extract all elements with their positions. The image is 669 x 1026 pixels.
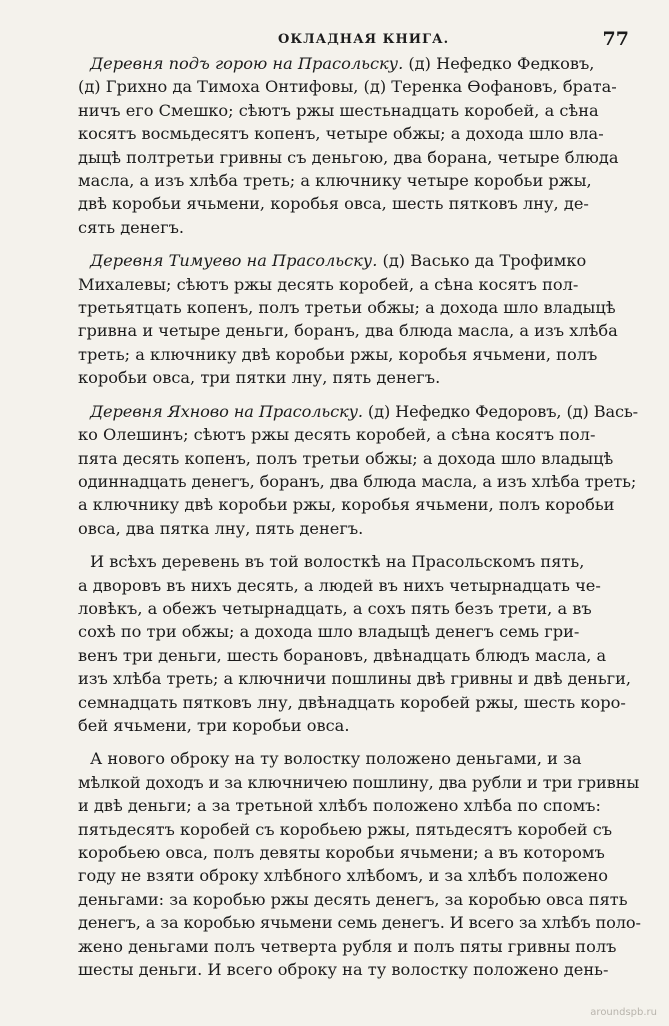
- paragraph: [78, 747, 641, 981]
- line-text: треть; а ключнику двѣ коробьи ржы, коробья ячьмени, полъ: [78, 344, 598, 364]
- line-text: а дворовъ въ нихъ десять, а людей въ нихъ четырнадцать че-: [78, 575, 601, 595]
- line-text: гривна и четыре деньги, боранъ, два блюда масла, а изъ хлѣба: [78, 321, 618, 341]
- line-text: ловѣкъ, а обежъ четырнадцать, а сохъ пять безъ трети, а въ: [78, 598, 592, 618]
- line-text: двѣ коробьи ячьмени, коробья овса, шесть пятковъ лну, де-: [78, 194, 589, 214]
- line-text: Михалевы; сѣютъ ржы десять коробей, а сѣна косятъ пол-: [78, 274, 579, 294]
- village-heading: Деревня подъ горою на Прасольску.: [90, 54, 404, 73]
- page-number: 77: [602, 28, 629, 50]
- text-line: [78, 343, 629, 366]
- line-text: ко Олешинъ; сѣютъ ржы десять коробей, а сѣна косятъ пол-: [78, 425, 596, 445]
- line-text: одиннадцать денегъ, боранъ, два блюда масла, а изъ хлѣба треть;: [78, 471, 637, 491]
- text-line: [78, 216, 629, 239]
- line-text: шесты деньги. И всего оброку на ту волостку положено день-: [78, 960, 609, 980]
- text-line: [78, 911, 641, 934]
- text-line: [78, 493, 629, 516]
- text-line: [78, 517, 629, 540]
- line-text: коробьею овса, полъ девяты коробьи ячьмени; а въ которомъ: [78, 843, 605, 862]
- text-line: [78, 52, 629, 75]
- paragraph: [78, 52, 629, 239]
- line-text: (д) Грихно да Тимоха Онтифовы, (д) Теренка Ѳофановъ, брата-: [78, 77, 617, 97]
- line-text: овса, два пятка лну, пять денегъ.: [78, 518, 364, 538]
- village-heading: Деревня Яхново на Прасольску.: [90, 401, 363, 421]
- line-text: (д) Васько да Трофимко: [377, 251, 587, 271]
- line-text: деньгами: за коробью ржы десять денегъ, за коробью овса пять: [78, 889, 628, 909]
- text-line: [78, 620, 629, 643]
- text-line: [78, 550, 629, 573]
- text-line: [78, 667, 629, 690]
- line-text: (д) Нефедко Федковъ,: [403, 54, 595, 73]
- text-line: [78, 192, 629, 215]
- line-text: третьятцать копенъ, полъ третьи обжы; а дохода шло владыцѣ: [78, 298, 616, 318]
- paragraph: [78, 400, 639, 540]
- line-text: изъ хлѣба треть; а ключничи пошлины двѣ гривны и двѣ деньги,: [78, 669, 631, 689]
- text-line: [78, 99, 629, 122]
- text-line: [78, 818, 629, 841]
- line-text: пята десять копенъ, полъ третьи обжы; а дохода шло владыцѣ: [78, 448, 614, 468]
- text-line: [78, 691, 629, 714]
- text-line: [78, 146, 629, 169]
- text-line: [78, 958, 629, 981]
- line-text: пятьдесятъ коробей съ коробьею ржы, пятьдесятъ коробей съ: [78, 819, 613, 839]
- line-text: мѣлкой доходъ и за ключничею пошлину, два рубли и три гривны: [78, 772, 640, 792]
- text-line: [78, 864, 629, 887]
- paragraph: [78, 249, 629, 389]
- text-line: [78, 273, 629, 296]
- text-line: [78, 574, 629, 597]
- text-line: [78, 644, 629, 667]
- text-line: [78, 319, 629, 342]
- paragraph: [78, 550, 629, 737]
- text-line: [78, 714, 629, 737]
- line-text: семнадцать пятковъ лну, двѣнадцать коробей ржы, шесть корo-: [78, 692, 626, 712]
- text-line: [78, 296, 629, 319]
- text-line: [78, 423, 629, 446]
- line-text: а ключнику двѣ коробьи ржы, коробья ячьмени, полъ коробьи: [78, 495, 615, 515]
- watermark: aroundspb.ru: [590, 1007, 657, 1018]
- text-line: [78, 75, 629, 98]
- text-line: [78, 122, 629, 145]
- text-line: [78, 470, 637, 493]
- page-header: [78, 0, 629, 52]
- text-line: [78, 935, 629, 958]
- text-line: [78, 366, 629, 389]
- line-text: году не взяти оброку хлѣбного хлѣбомъ, и за хлѣбъ положено: [78, 866, 608, 886]
- line-text: жено деньгами полъ четверта рубля и полъ пяты гривны полъ: [78, 936, 617, 956]
- text-line: [78, 794, 629, 817]
- line-text: денегъ, а за коробью ячьмени семь денегъ. И всего за хлѣбъ поло-: [78, 913, 641, 933]
- line-text: ничъ его Смешко; сѣютъ ржы шестьнадцать коробей, а сѣна: [78, 100, 599, 120]
- line-text: бей ячьмени, три коробьи овса.: [78, 715, 350, 735]
- line-text: сохѣ по три обжы; а дохода шло владыцѣ денегъ семь гри-: [78, 622, 580, 642]
- line-text: И всѣхъ деревень въ той волосткѣ на Прасольскомъ пять,: [90, 552, 585, 572]
- text-line: [78, 771, 640, 794]
- text-line: [78, 841, 629, 864]
- text-line: [78, 249, 629, 272]
- line-text: (д) Нефедко Федоровъ, (д) Вась-: [362, 401, 639, 421]
- line-text: и двѣ деньги; а за третьной хлѣбъ положено хлѣба по спомъ:: [78, 796, 601, 816]
- running-title: ОКЛАДНАЯ КНИГА.: [278, 32, 450, 47]
- text-line: [78, 400, 639, 423]
- text-line: [78, 447, 629, 470]
- line-text: коробьи овса, три пятки лну, пять денегъ.: [78, 368, 441, 388]
- body-text: [78, 52, 641, 981]
- text-line: [78, 747, 629, 770]
- line-text: масла, а изъ хлѣба треть; а ключнику четыре коробьи ржы,: [78, 171, 592, 191]
- line-text: дыцѣ полтретьи гривны съ деньгою, два борана, четыре блюда: [78, 147, 619, 167]
- line-text: косятъ восмьдесятъ копенъ, четыре обжы; а дохода шло вла-: [78, 124, 604, 144]
- line-text: венъ три деньги, шесть борановъ, двѣнадцать блюдъ масла, а: [78, 645, 607, 665]
- text-line: [78, 169, 629, 192]
- line-text: А нового оброку на ту волостку положено деньгами, и за: [90, 749, 582, 769]
- text-line: [78, 888, 629, 911]
- line-text: сять денегъ.: [78, 217, 185, 237]
- village-heading: Деревня Тимуево на Прасольску.: [90, 251, 378, 271]
- text-line: [78, 597, 629, 620]
